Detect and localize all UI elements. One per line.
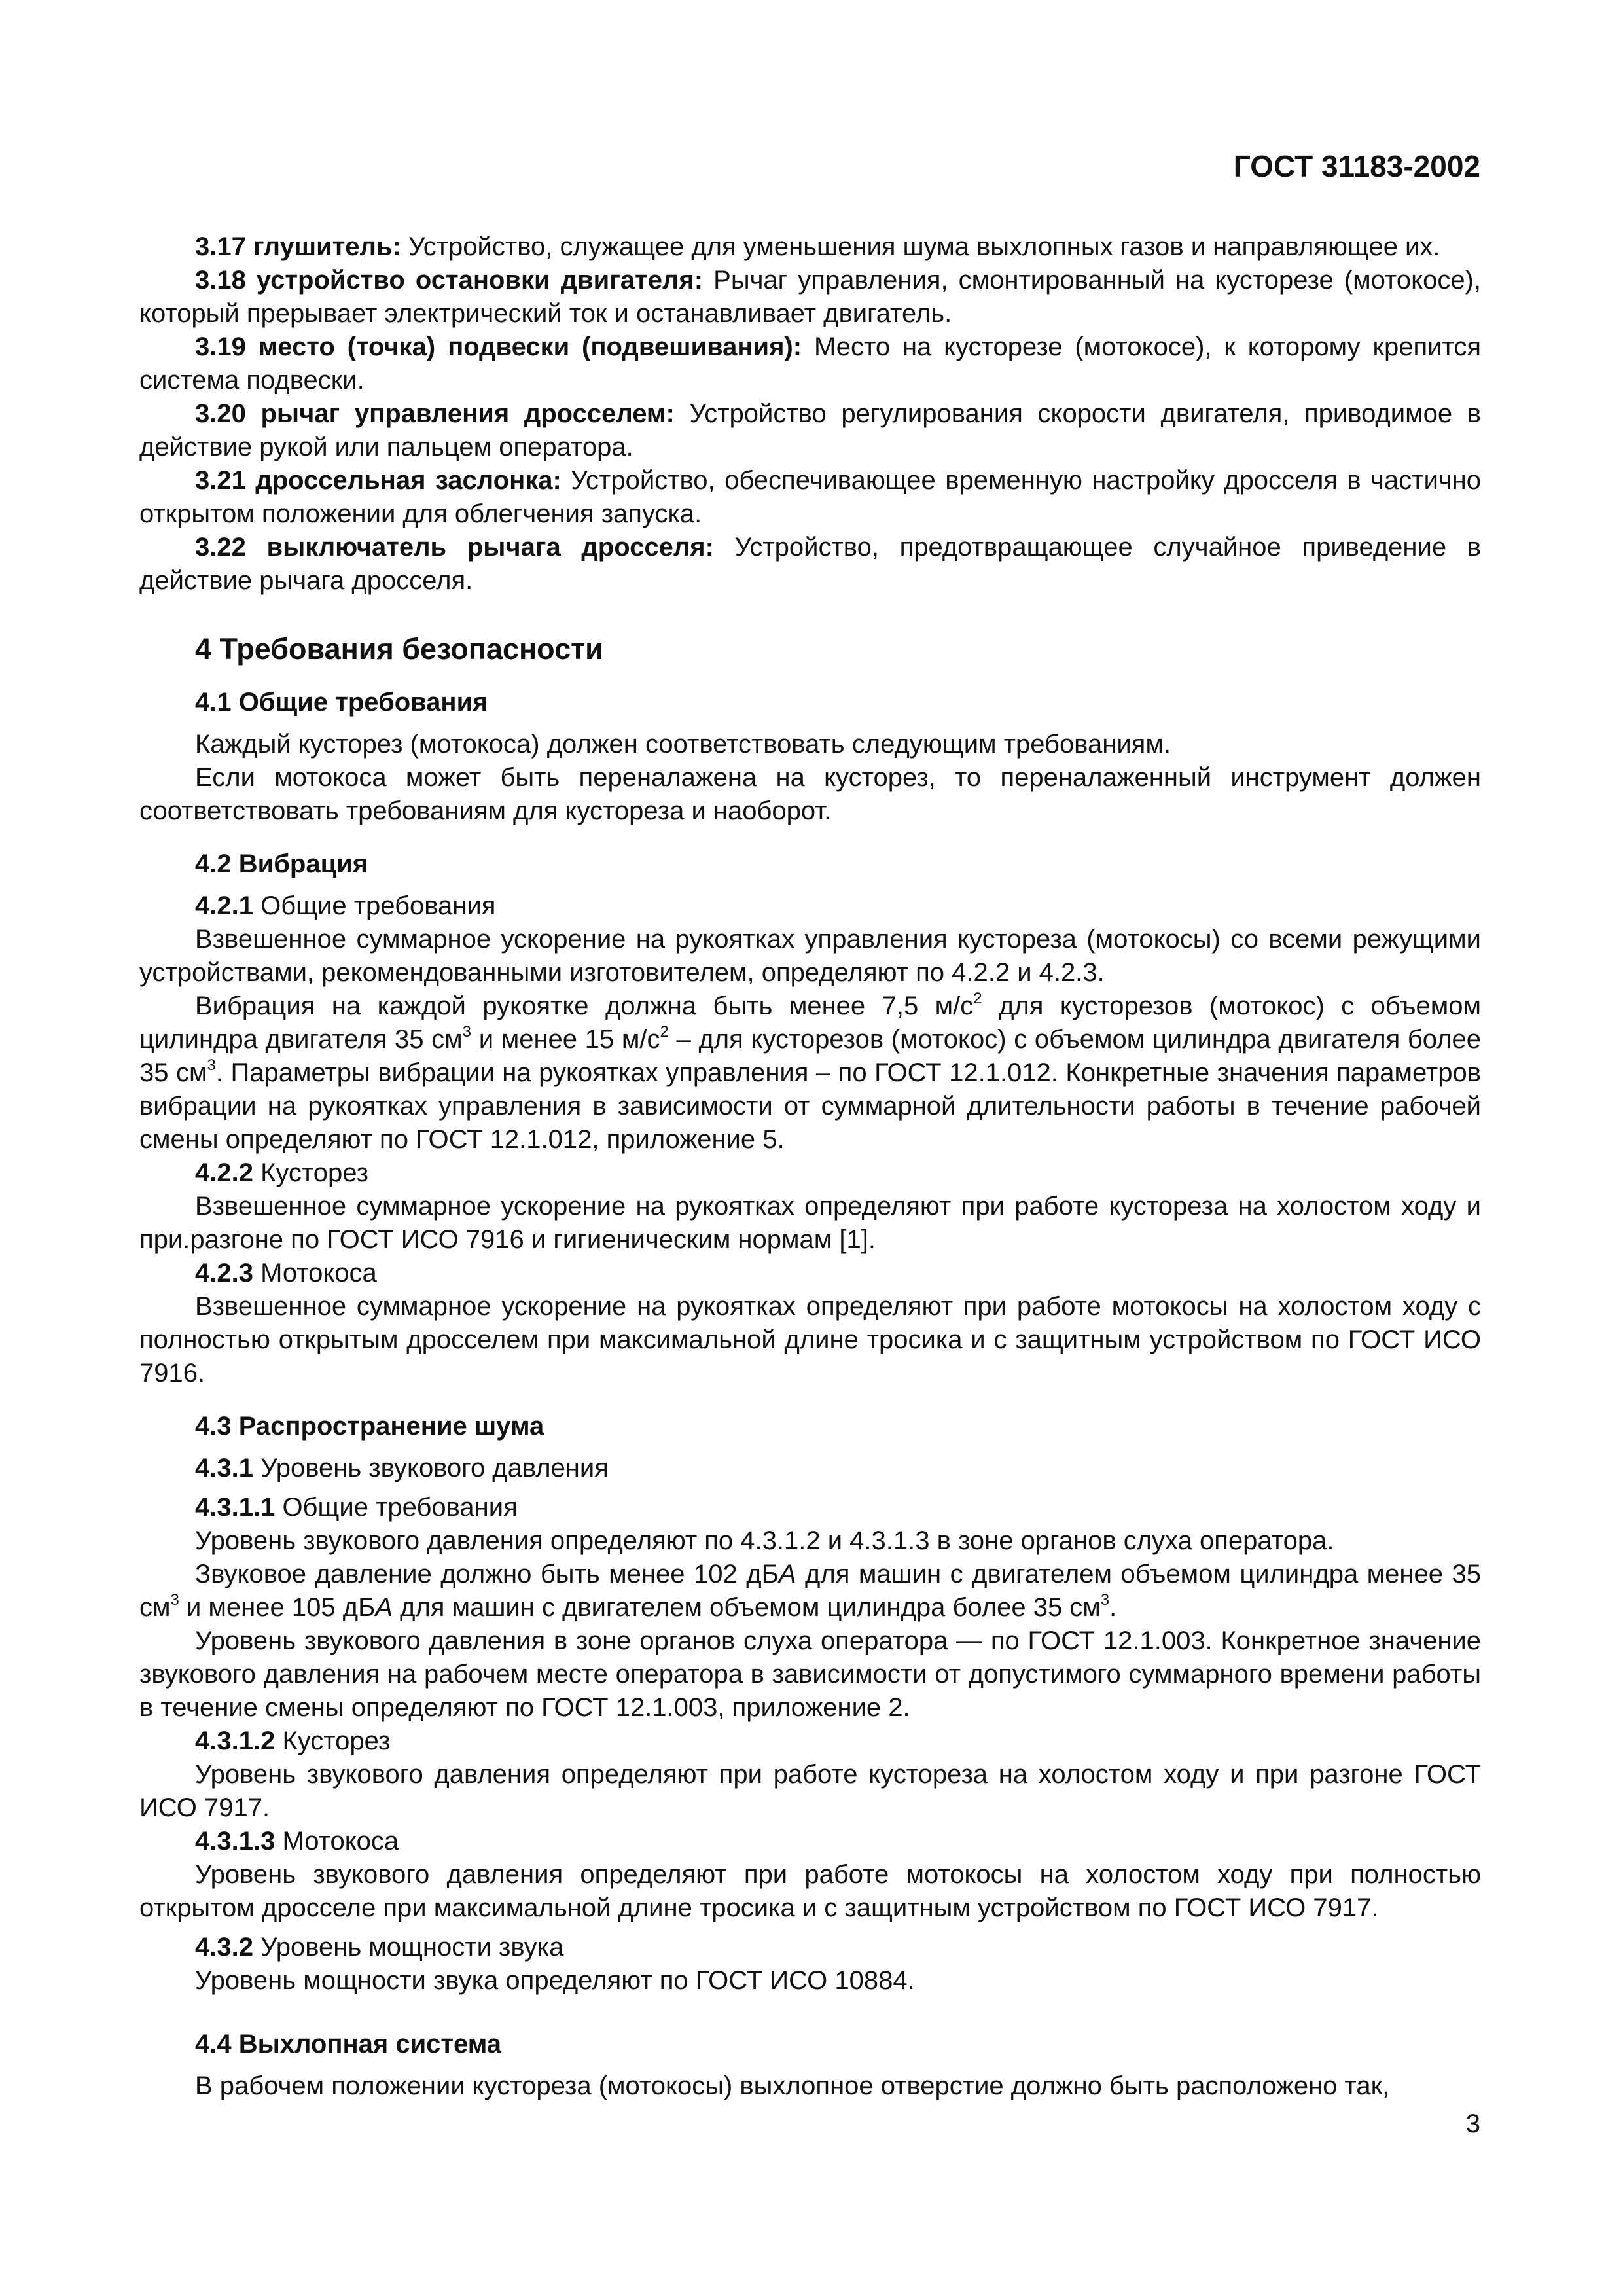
section-heading-4: 4 Требования безопасности [195,632,603,666]
text-run: для кусторезов (мотокос) с объемом цилиндра двигателя 35 см [139,992,1481,1054]
paragraph: Если мотокоса может быть переналажена на кусторез, то переналаженный инструмент должен соответствовать требованиям для кустореза и наоборот. [139,763,1481,825]
clause-number: 4.2.3 [195,1259,253,1287]
definition-text: Устройство, служащее для уменьшения шума выхлопных газов и направляющее их. [401,232,1440,261]
definition-text: Рычаг управления, смонтированный на кусторезе (мотокосе), который прерывает электрический ток и останавливает двигатель. [139,266,1481,328]
subsection-heading-4-2: 4.2 Вибрация [195,850,368,878]
text-run: Звуковое давление должно быть менее 102 дБ [195,1560,779,1588]
page-number: 3 [1465,2109,1480,2138]
definition-number: 3.17 [195,232,246,261]
definition-3-19 [139,331,1481,397]
definition-number: 3.19 [195,332,246,361]
definition-text: Устройство, предотвращающее случайное приведение в действие рычага дросселя. [139,533,1481,595]
clause-heading-4-3-1-3 [139,1825,1481,1858]
definition-number: 3.21 [195,466,246,495]
superscript: 3 [170,1591,179,1609]
paragraph: Уровень звукового давления определяют при работе мотокосы на холостом ходу при полностью открытом дросселе при максимальной длине тросика и с защитным устройством по ГОСТ ИСО 7917. [139,1860,1481,1922]
subsection-heading-4-3: 4.3 Распространение шума [195,1412,544,1441]
document-body [139,230,1481,2103]
paragraph-noise-limits [139,1558,1481,1624]
paragraph-vibration-limits [139,990,1481,1157]
superscript: 2 [973,990,982,1007]
definition-text: Место на кусторезе (мотокосе), к которому крепится система подвески. [139,332,1481,395]
paragraph: Уровень звукового давления определяют по 4.3.1.2 и 4.3.1.3 в зоне органов слуха оператора. [195,1526,1334,1555]
clause-title: Уровень мощности звука [253,1933,564,1962]
clause-heading-4-2-1 [139,889,1481,923]
paragraph: Взвешенное суммарное ускорение на рукоятках определяют при работе кустореза на холостом ходу и при.разгоне по ГОСТ ИСО 7916 и гигиеническим нормам [1]. [139,1192,1481,1254]
clause-number: 4.3.1 [195,1454,253,1482]
clause-title: Уровень звукового давления [253,1454,609,1482]
clause-title: Кусторез [253,1158,369,1187]
text-run: и менее 15 м/с [471,1025,660,1054]
clause-number: 4.3.1.1 [195,1493,276,1522]
document-id: ГОСТ 31183-2002 [1233,149,1480,183]
definition-number: 3.18 [195,266,246,295]
clause-title: Общие требования [253,891,496,920]
clause-number: 4.3.1.2 [195,1727,276,1755]
clause-heading-4-2-2 [139,1157,1481,1190]
definition-term: выключатель рычага дросселя: [266,533,714,562]
definition-term: место (точка) подвески (подвешивания): [258,332,802,361]
paragraph: Уровень звукового давления определяют при работе кустореза на холостом ходу и при разгоне ГОСТ ИСО 7917. [139,1760,1481,1822]
definition-term: устройство остановки двигателя: [256,266,704,295]
definition-3-22 [139,531,1481,598]
clause-title: Кусторез [275,1727,391,1755]
clause-number: 4.3.2 [195,1933,253,1962]
superscript: 2 [660,1023,669,1041]
definition-number: 3.20 [195,399,246,428]
definition-text: Устройство, обеспечивающее временную настройку дросселя в частично открытом положении для облегчения запуска. [139,466,1481,528]
clause-title: Общие требования [275,1493,518,1522]
definition-3-18 [139,264,1481,331]
clause-heading-4-3-1-1 [139,1491,1481,1524]
clause-number: 4.2.2 [195,1158,253,1187]
subsection-heading-4-1: 4.1 Общие требования [195,688,488,717]
clause-heading-4-3-1 [139,1452,1481,1485]
clause-heading-4-3-1-2 [139,1725,1481,1758]
clause-title: Мотокоса [253,1259,377,1287]
definition-text: Устройство регулирования скорости двигателя, приводимое в действие рукой или пальцем оператора. [139,399,1481,461]
text-run: и менее 105 дБ [179,1593,376,1622]
text-run: для машин с двигателем объемом цилиндра более 35 см [393,1593,1101,1622]
definition-term: глушитель: [253,232,401,261]
clause-number: 4.2.1 [195,891,253,920]
text-run: Вибрация на каждой рукоятке должна быть менее 7,5 м/с [195,992,974,1020]
superscript: 3 [462,1023,472,1041]
text-run: . [1109,1593,1117,1622]
superscript: 3 [207,1056,216,1074]
definition-term: рычаг управления дросселем: [260,399,675,428]
definition-term: дроссельная заслонка: [255,466,562,495]
clause-heading-4-2-3 [139,1257,1481,1290]
text-run: . Параметры вибрации на рукоятках управления – по ГОСТ 12.1.012. Конкретные значения параметров вибрации на рукоятках управления в зависимости от суммарной длительности работы в течение рабочей смены определяют по ГОСТ 12.1.012, приложение 5. [139,1058,1481,1154]
definition-3-21 [139,464,1481,531]
definition-number: 3.22 [195,533,246,562]
paragraph: Взвешенное суммарное ускорение на рукоятках управления кустореза (мотокосы) со всеми режущими устройствами, рекомендованными изготовителем, определяют по 4.2.2 и 4.2.3. [139,925,1481,987]
paragraph: Уровень мощности звука определяют по ГОСТ ИСО 10884. [195,1966,915,1995]
paragraph: Уровень звукового давления в зоне органов слуха оператора — по ГОСТ 12.1.003. Конкретное значение звукового давления на рабочем месте оператора в зависимости от допустимого суммарного времени работы в течение смены определяют по ГОСТ 12.1.003, приложение 2. [139,1626,1481,1722]
clause-heading-4-3-2 [139,1931,1481,1964]
superscript: 3 [1100,1591,1110,1609]
text-run: А [375,1593,393,1622]
subsection-heading-4-4: 4.4 Выхлопная система [195,2030,502,2058]
paragraph: Каждый кусторез (мотокоса) должен соответствовать следующим требованиям. [195,730,1171,759]
clause-number: 4.3.1.3 [195,1827,276,1856]
definition-3-20 [139,397,1481,464]
text-run: А [778,1560,796,1588]
text-run: – для кусторезов (мотокос) с объемом цилиндра двигателя более 35 см [139,1025,1482,1087]
paragraph: Взвешенное суммарное ускорение на рукоятках определяют при работе мотокосы на холостом ходу с полностью открытым дросселем при максимальной длине тросика и с защитным устройством по ГОСТ ИСО 7916. [139,1292,1481,1388]
clause-title: Мотокоса [275,1827,399,1856]
text-run: для машин с двигателем объемом цилиндра менее 35 см [139,1560,1482,1622]
paragraph: В рабочем положении кустореза (мотокосы) выхлопное отверстие должно быть расположено так, [195,2072,1390,2100]
definition-3-17 [139,230,1481,264]
